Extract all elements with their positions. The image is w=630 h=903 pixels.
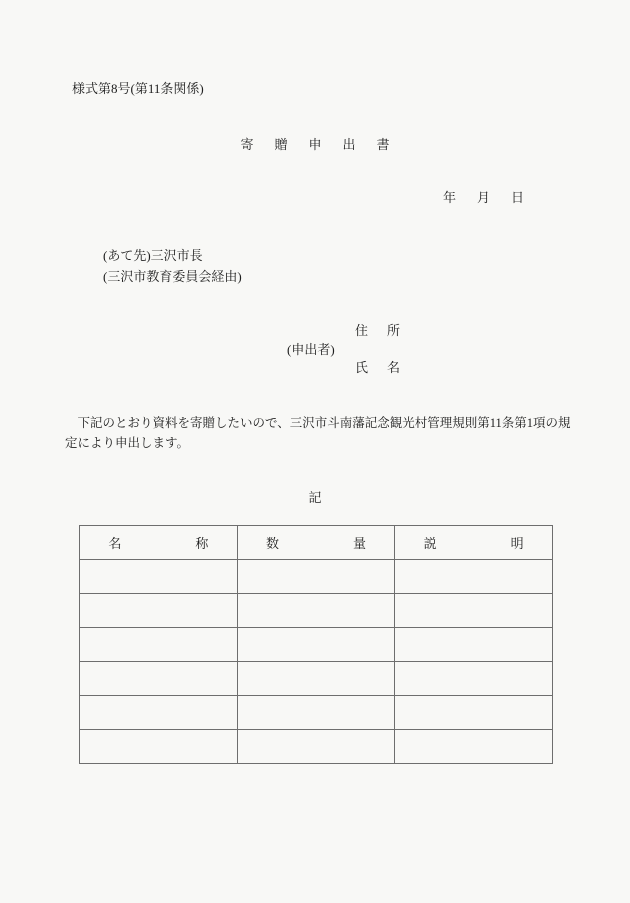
col-header-quantity xyxy=(237,526,395,560)
table-cell xyxy=(237,730,395,764)
table-cell xyxy=(395,628,553,662)
col-header-description xyxy=(395,526,553,560)
table-cell xyxy=(395,730,553,764)
table-cell xyxy=(395,560,553,594)
col-header-name-label: 名 称 xyxy=(108,536,209,551)
year-label: 年 xyxy=(443,190,457,205)
table-row xyxy=(80,628,553,662)
title-row xyxy=(0,138,630,151)
table-cell xyxy=(80,628,238,662)
address-label: 住 所 xyxy=(355,323,401,338)
table-row xyxy=(80,696,553,730)
addressee-line-mayor: (あて先)三沢市長 xyxy=(103,248,203,263)
table-cell xyxy=(395,662,553,696)
table-cell xyxy=(395,594,553,628)
table-row xyxy=(80,560,553,594)
body-line-2: 定により申出します。 xyxy=(65,436,190,450)
day-label: 日 xyxy=(511,190,525,205)
table-cell xyxy=(237,628,395,662)
table-cell xyxy=(80,560,238,594)
table-row xyxy=(80,730,553,764)
table-cell xyxy=(80,662,238,696)
table-cell xyxy=(237,560,395,594)
col-header-name xyxy=(80,526,238,560)
table-cell xyxy=(237,696,395,730)
table-cell xyxy=(237,594,395,628)
table-cell xyxy=(80,594,238,628)
table-header-row xyxy=(80,526,553,560)
items-table xyxy=(79,525,553,764)
table-cell xyxy=(80,696,238,730)
body-paragraph xyxy=(65,413,571,453)
body-line-1: 下記のとおり資料を寄贈したいので、三沢市斗南藩記念観光村管理規則第11条第1項の規 xyxy=(65,416,571,430)
document-title: 寄 贈 申 出 書 xyxy=(240,137,390,152)
addressee-block xyxy=(103,245,242,287)
col-header-description-label: 説 明 xyxy=(423,536,524,551)
table-row xyxy=(80,594,553,628)
table-row xyxy=(80,662,553,696)
col-header-quantity-label: 数 量 xyxy=(265,536,366,551)
addressee-line-via-board: (三沢市教育委員会経由) xyxy=(103,269,242,284)
month-label: 月 xyxy=(477,190,491,205)
record-heading: 記 xyxy=(308,490,322,505)
table-cell xyxy=(80,730,238,764)
name-label: 氏 名 xyxy=(355,360,401,375)
table-cell xyxy=(395,696,553,730)
date-line xyxy=(443,191,524,204)
table-cell xyxy=(237,662,395,696)
form-number: 様式第8号(第11条関係) xyxy=(72,81,204,96)
applicant-label: (申出者) xyxy=(287,342,335,357)
